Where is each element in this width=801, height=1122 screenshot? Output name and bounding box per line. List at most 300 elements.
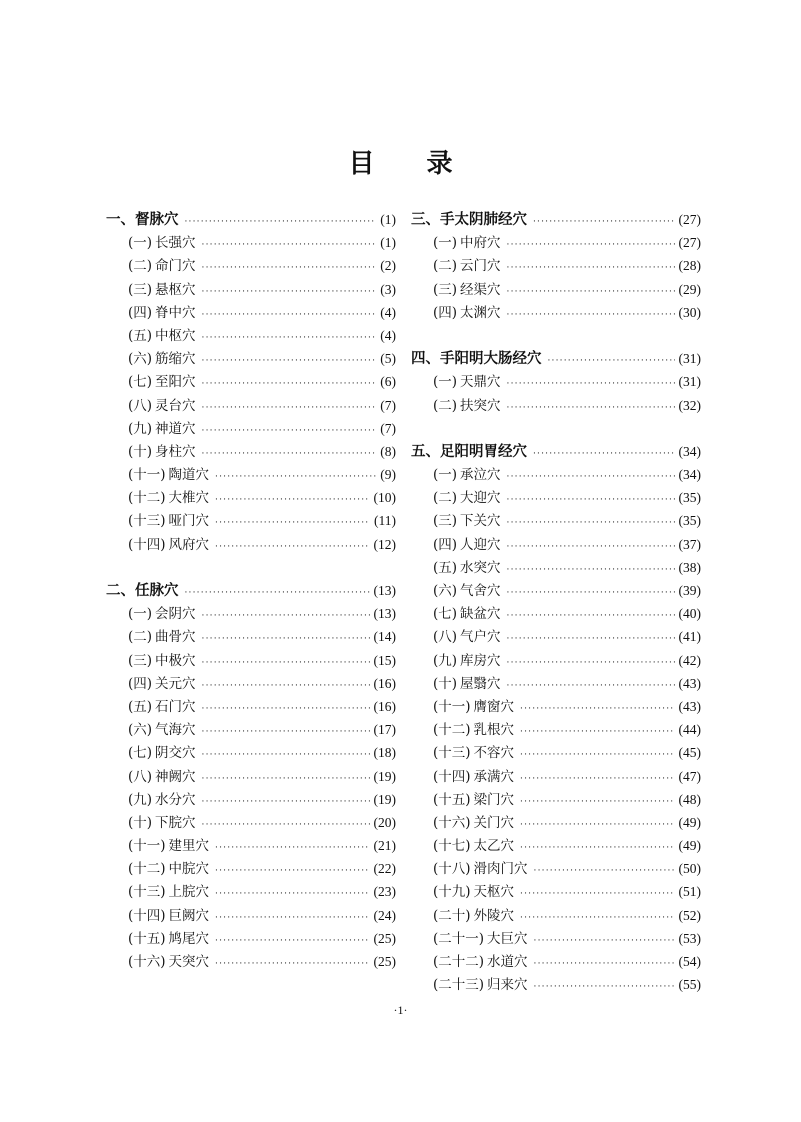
entry-page-number: (12) [373,536,396,552]
entry-page-number: (22) [373,861,396,877]
toc-section-heading[interactable] [106,579,396,602]
toc-section-heading[interactable] [411,208,701,231]
entry-name: 巨阙穴 [168,907,210,924]
entry-number: (十八) [433,861,471,878]
entry-label [433,602,501,622]
entry-label [433,765,514,785]
entry-number: (七) [433,606,458,623]
entry-number: (十一) [128,467,166,484]
toc-entry[interactable] [411,788,701,811]
entry-name: 上脘穴 [168,884,210,901]
entry-page-number: (43) [678,698,701,714]
entry-page-number: (16) [373,698,396,714]
entry-name: 归来穴 [487,977,528,994]
dot-leader [520,704,674,714]
entry-name: 至阳穴 [155,374,196,391]
entry-number: (十五) [433,791,471,808]
entry-page-number: (34) [678,467,701,483]
toc-entry[interactable] [106,695,396,718]
dot-leader [507,379,675,389]
entry-name: 神阙穴 [155,768,196,785]
entry-number: (一) [128,235,153,252]
entry-name: 承满穴 [473,768,515,785]
entry-page-number: (17) [373,722,396,738]
toc-section-heading[interactable] [411,440,701,463]
entry-name: 承泣穴 [460,467,501,484]
entry-page-number: (55) [678,977,701,993]
section-label: 五、足阳明胃经穴 [411,443,527,460]
section-spacer [411,324,701,347]
entry-page-number: (48) [678,791,701,807]
toc-entry[interactable] [106,254,396,277]
toc-entry[interactable] [411,463,701,486]
entry-page-number: (14) [373,629,396,645]
toc-section-heading[interactable] [411,347,701,370]
page-title [0,143,801,180]
title-char-2: 录 [426,149,453,179]
dot-leader [534,959,675,969]
section-spacer [106,556,396,579]
entry-name: 灵台穴 [155,397,196,414]
toc-entry[interactable] [106,741,396,764]
entry-name: 水分穴 [155,791,196,808]
toc-entry[interactable] [411,811,701,834]
entry-name: 大巨穴 [487,930,528,947]
entry-name: 阴交穴 [155,745,196,762]
entry-number: (六) [433,583,458,599]
entry-page-number: (49) [678,814,701,830]
dot-leader [520,820,674,830]
entry-page-number: (21) [373,838,396,854]
entry-name: 水突穴 [460,559,501,576]
entry-label [128,440,196,460]
entry-page-number: (15) [373,652,396,668]
entry-label [433,486,501,506]
toc-entry[interactable] [106,765,396,788]
section-spacer [411,417,701,440]
toc-left-column [106,208,396,973]
entry-name: 天鼎穴 [460,374,501,391]
entry-name: 风府穴 [168,536,210,553]
entry-page-number: (2) [380,258,396,274]
entry-number: (十二) [128,861,166,878]
entry-label [128,857,209,877]
dot-leader [215,542,369,552]
toc-entry[interactable] [411,765,701,788]
entry-label [128,950,209,970]
toc-entry[interactable] [106,950,396,973]
toc-entry[interactable] [411,625,701,648]
toc-entry[interactable] [106,463,396,486]
dot-leader [215,472,376,482]
entry-name: 水道穴 [487,954,528,970]
toc-entry[interactable] [411,834,701,857]
toc-entry[interactable] [411,718,701,741]
entry-label [433,973,528,993]
toc-entry[interactable] [106,278,396,301]
toc-entry[interactable] [411,649,701,672]
section-page-number: (27) [678,212,701,227]
entry-number: (九) [128,420,153,437]
toc-entry[interactable] [411,695,701,718]
entry-label [128,417,196,437]
entry-name: 关门穴 [473,814,515,831]
entry-label [128,347,196,367]
entry-page-number: (39) [678,583,701,598]
entry-number: (四) [433,304,458,321]
entry-number: (十九) [433,884,471,901]
entry-page-number: (1) [380,235,396,251]
entry-name: 会阴穴 [155,606,196,623]
entry-number: (十六) [433,814,471,831]
toc-right-column [411,208,701,996]
entry-page-number: (49) [678,838,701,854]
dot-leader [202,658,370,668]
entry-number: (二十二) [433,954,485,970]
entry-label [128,625,196,645]
entry-label [128,231,196,251]
dot-leader [533,449,675,459]
entry-page-number: (30) [678,304,701,320]
entry-name: 石门穴 [155,698,196,715]
entry-name: 建里穴 [168,838,210,855]
dot-leader [507,611,675,621]
dot-leader [520,797,674,807]
entry-name: 滑肉门穴 [473,861,528,878]
entry-label [433,695,514,715]
toc-entry[interactable] [411,254,701,277]
entry-page-number: (52) [678,907,701,923]
toc-section-heading[interactable] [106,208,396,231]
entry-label [128,765,196,785]
entry-number: (七) [128,374,153,391]
toc-entry[interactable] [106,417,396,440]
entry-number: (十四) [433,768,471,785]
dot-leader [507,588,675,598]
toc-entry[interactable] [411,509,701,532]
entry-label [433,556,501,576]
entry-name: 身柱穴 [155,443,196,460]
entry-label [128,718,196,738]
entry-number: (十) [433,675,458,692]
page-number: ·1· [393,1003,408,1017]
toc-entry[interactable] [106,857,396,880]
dot-leader [202,333,377,343]
entry-name: 关元穴 [155,675,196,692]
toc-entry[interactable] [106,927,396,950]
entry-label [433,880,514,900]
toc-entry[interactable] [411,533,701,556]
entry-number: (五) [128,327,153,344]
entry-label [433,579,501,599]
entry-page-number: (47) [678,768,701,784]
toc-entry[interactable] [411,556,701,579]
entry-label [128,509,209,529]
entry-name: 曲骨穴 [155,629,196,646]
toc-entry[interactable] [106,324,396,347]
entry-number: (四) [433,536,458,553]
entry-name: 悬枢穴 [155,281,196,298]
entry-name: 库房穴 [460,652,501,669]
toc-entry[interactable] [411,231,701,254]
entry-number: (十三) [128,513,166,530]
toc-entry[interactable] [106,486,396,509]
entry-number: (四) [128,304,153,321]
entry-label [128,370,196,390]
toc-entry[interactable] [106,440,396,463]
entry-page-number: (8) [380,443,396,459]
entry-label [433,370,501,390]
entry-page-number: (25) [373,954,396,969]
entry-name: 扶突穴 [460,397,501,414]
entry-name: 经渠穴 [460,281,501,298]
entry-label [128,278,196,298]
dot-leader [202,797,370,807]
entry-label [128,602,196,622]
toc-entry[interactable] [411,486,701,509]
entry-label [433,857,528,877]
dot-leader [520,750,674,760]
entry-label [433,649,501,669]
toc-entry[interactable] [411,394,701,417]
entry-page-number: (6) [380,374,396,390]
dot-leader [185,217,377,227]
entry-page-number: (32) [678,397,701,413]
entry-label [433,394,501,414]
toc-entry[interactable] [106,811,396,834]
toc-entry[interactable] [106,509,396,532]
entry-name: 云门穴 [460,258,501,275]
entry-label [433,834,514,854]
toc-entry[interactable] [106,904,396,927]
entry-number: (二十一) [433,930,485,947]
dot-leader [548,356,675,366]
dot-leader [215,843,369,853]
entry-label [128,811,196,831]
entry-label [128,324,196,344]
entry-label [128,649,196,669]
entry-number: (十二) [128,490,166,507]
dot-leader [534,982,675,992]
entry-label [433,509,501,529]
dot-leader [202,704,370,714]
entry-page-number: (45) [678,745,701,761]
entry-name: 大椎穴 [168,490,210,507]
entry-label [433,741,514,761]
toc-entry[interactable] [411,579,701,602]
entry-page-number: (28) [678,258,701,274]
entry-page-number: (4) [380,327,396,343]
toc-entry[interactable] [106,347,396,370]
entry-page-number: (16) [373,675,396,691]
toc-entry[interactable] [106,394,396,417]
toc-entry[interactable] [106,231,396,254]
entry-name: 天枢穴 [473,884,515,901]
entry-page-number: (42) [678,652,701,668]
toc-entry[interactable] [411,880,701,903]
toc-entry[interactable] [411,927,701,950]
dot-leader [202,310,377,320]
entry-name: 气海穴 [155,722,196,739]
toc-entry[interactable] [411,973,701,996]
toc-entry[interactable] [106,672,396,695]
entry-page-number: (37) [678,536,701,552]
toc-entry[interactable] [411,741,701,764]
entry-number: (十三) [128,884,166,901]
entry-name: 中府穴 [460,235,501,252]
entry-name: 陶道穴 [168,467,210,484]
entry-label [128,927,209,947]
entry-number: (九) [128,791,153,808]
dot-leader [202,727,370,737]
entry-page-number: (9) [380,467,396,483]
entry-number: (六) [128,351,153,368]
entry-label [128,695,196,715]
entry-label [433,254,501,274]
dot-leader [215,495,369,505]
toc-entry[interactable] [106,718,396,741]
toc-entry[interactable] [411,301,701,324]
entry-name: 中脘穴 [168,861,210,878]
section-label: 三、手太阴肺经穴 [411,212,527,228]
entry-page-number: (53) [678,930,701,946]
entry-name: 哑门穴 [168,513,210,530]
toc-entry[interactable] [411,602,701,625]
entry-name: 中枢穴 [155,327,196,344]
entry-label [128,486,209,506]
entry-number: (二) [433,397,458,414]
entry-name: 中极穴 [155,652,196,669]
dot-leader [507,472,675,482]
dot-leader [202,681,370,691]
dot-leader [202,379,377,389]
entry-page-number: (23) [373,884,396,900]
dot-leader [507,263,675,273]
section-page-number: (13) [373,583,396,598]
dot-leader [507,495,675,505]
entry-number: (十) [128,814,153,831]
entry-number: (一) [128,606,153,623]
entry-label [433,463,501,483]
entry-number: (八) [128,768,153,785]
entry-number: (十三) [433,745,471,762]
entry-label [128,672,196,692]
toc-entry[interactable] [411,950,701,973]
entry-page-number: (10) [373,490,396,506]
toc-entry[interactable] [411,857,701,880]
dot-leader [507,287,675,297]
entry-page-number: (35) [678,513,701,529]
toc-entry[interactable] [106,880,396,903]
dot-leader [202,403,377,413]
entry-name: 大迎穴 [460,490,501,507]
entry-label [433,904,514,924]
entry-name: 天突穴 [168,954,210,970]
entry-number: (十四) [128,536,166,553]
dot-leader [215,518,370,528]
entry-page-number: (7) [380,397,396,413]
entry-number: (六) [128,722,153,739]
dot-leader [215,959,369,969]
dot-leader [507,681,675,691]
entry-page-number: (54) [678,954,701,969]
entry-name: 气舍穴 [460,583,501,599]
entry-number: (十一) [433,698,471,715]
dot-leader [534,866,675,876]
toc-entry[interactable] [106,788,396,811]
entry-label [433,278,501,298]
entry-number: (二) [433,490,458,507]
entry-page-number: (11) [374,513,396,529]
dot-leader [520,913,674,923]
section-page-number: (1) [380,212,396,227]
entry-name: 鸠尾穴 [168,930,210,947]
entry-page-number: (40) [678,606,701,622]
entry-label [128,788,196,808]
section-label: 一、督脉穴 [106,212,179,228]
dot-leader [215,866,369,876]
dot-leader [520,727,674,737]
toc-entry[interactable] [106,602,396,625]
entry-page-number: (41) [678,629,701,645]
entry-name: 下关穴 [460,513,501,530]
entry-label [433,927,528,947]
entry-number: (十五) [128,930,166,947]
dot-leader [507,658,675,668]
dot-leader [202,774,370,784]
toc-entry[interactable] [106,834,396,857]
toc-entry[interactable] [411,904,701,927]
entry-label [128,254,196,274]
entry-number: (十二) [433,722,471,739]
toc-entry[interactable] [106,625,396,648]
entry-page-number: (44) [678,722,701,738]
entry-number: (一) [433,467,458,484]
entry-number: (一) [433,374,458,391]
entry-label [128,741,196,761]
toc-entry[interactable] [106,649,396,672]
section-label: 二、任脉穴 [106,583,179,599]
entry-number: (八) [433,629,458,646]
dot-leader [202,356,377,366]
entry-number: (十四) [128,907,166,924]
entry-number: (十) [128,443,153,460]
toc-entry[interactable] [106,370,396,393]
entry-name: 命门穴 [155,258,196,275]
dot-leader [202,449,377,459]
toc-entry[interactable] [411,278,701,301]
toc-entry[interactable] [106,533,396,556]
dot-leader [202,611,370,621]
entry-name: 不容穴 [473,745,515,762]
toc-entry[interactable] [106,301,396,324]
dot-leader [520,843,674,853]
entry-number: (一) [433,235,458,252]
toc-entry[interactable] [411,370,701,393]
dot-leader [507,310,675,320]
section-page-number: (34) [678,443,701,459]
entry-number: (九) [433,652,458,669]
toc-entry[interactable] [411,672,701,695]
dot-leader [507,565,675,575]
entry-number: (二十三) [433,977,485,994]
entry-label [128,880,209,900]
section-page-number: (31) [678,351,701,367]
entry-number: (十一) [128,838,166,855]
entry-name: 气户穴 [460,629,501,646]
entry-label [433,625,501,645]
entry-page-number: (43) [678,675,701,691]
